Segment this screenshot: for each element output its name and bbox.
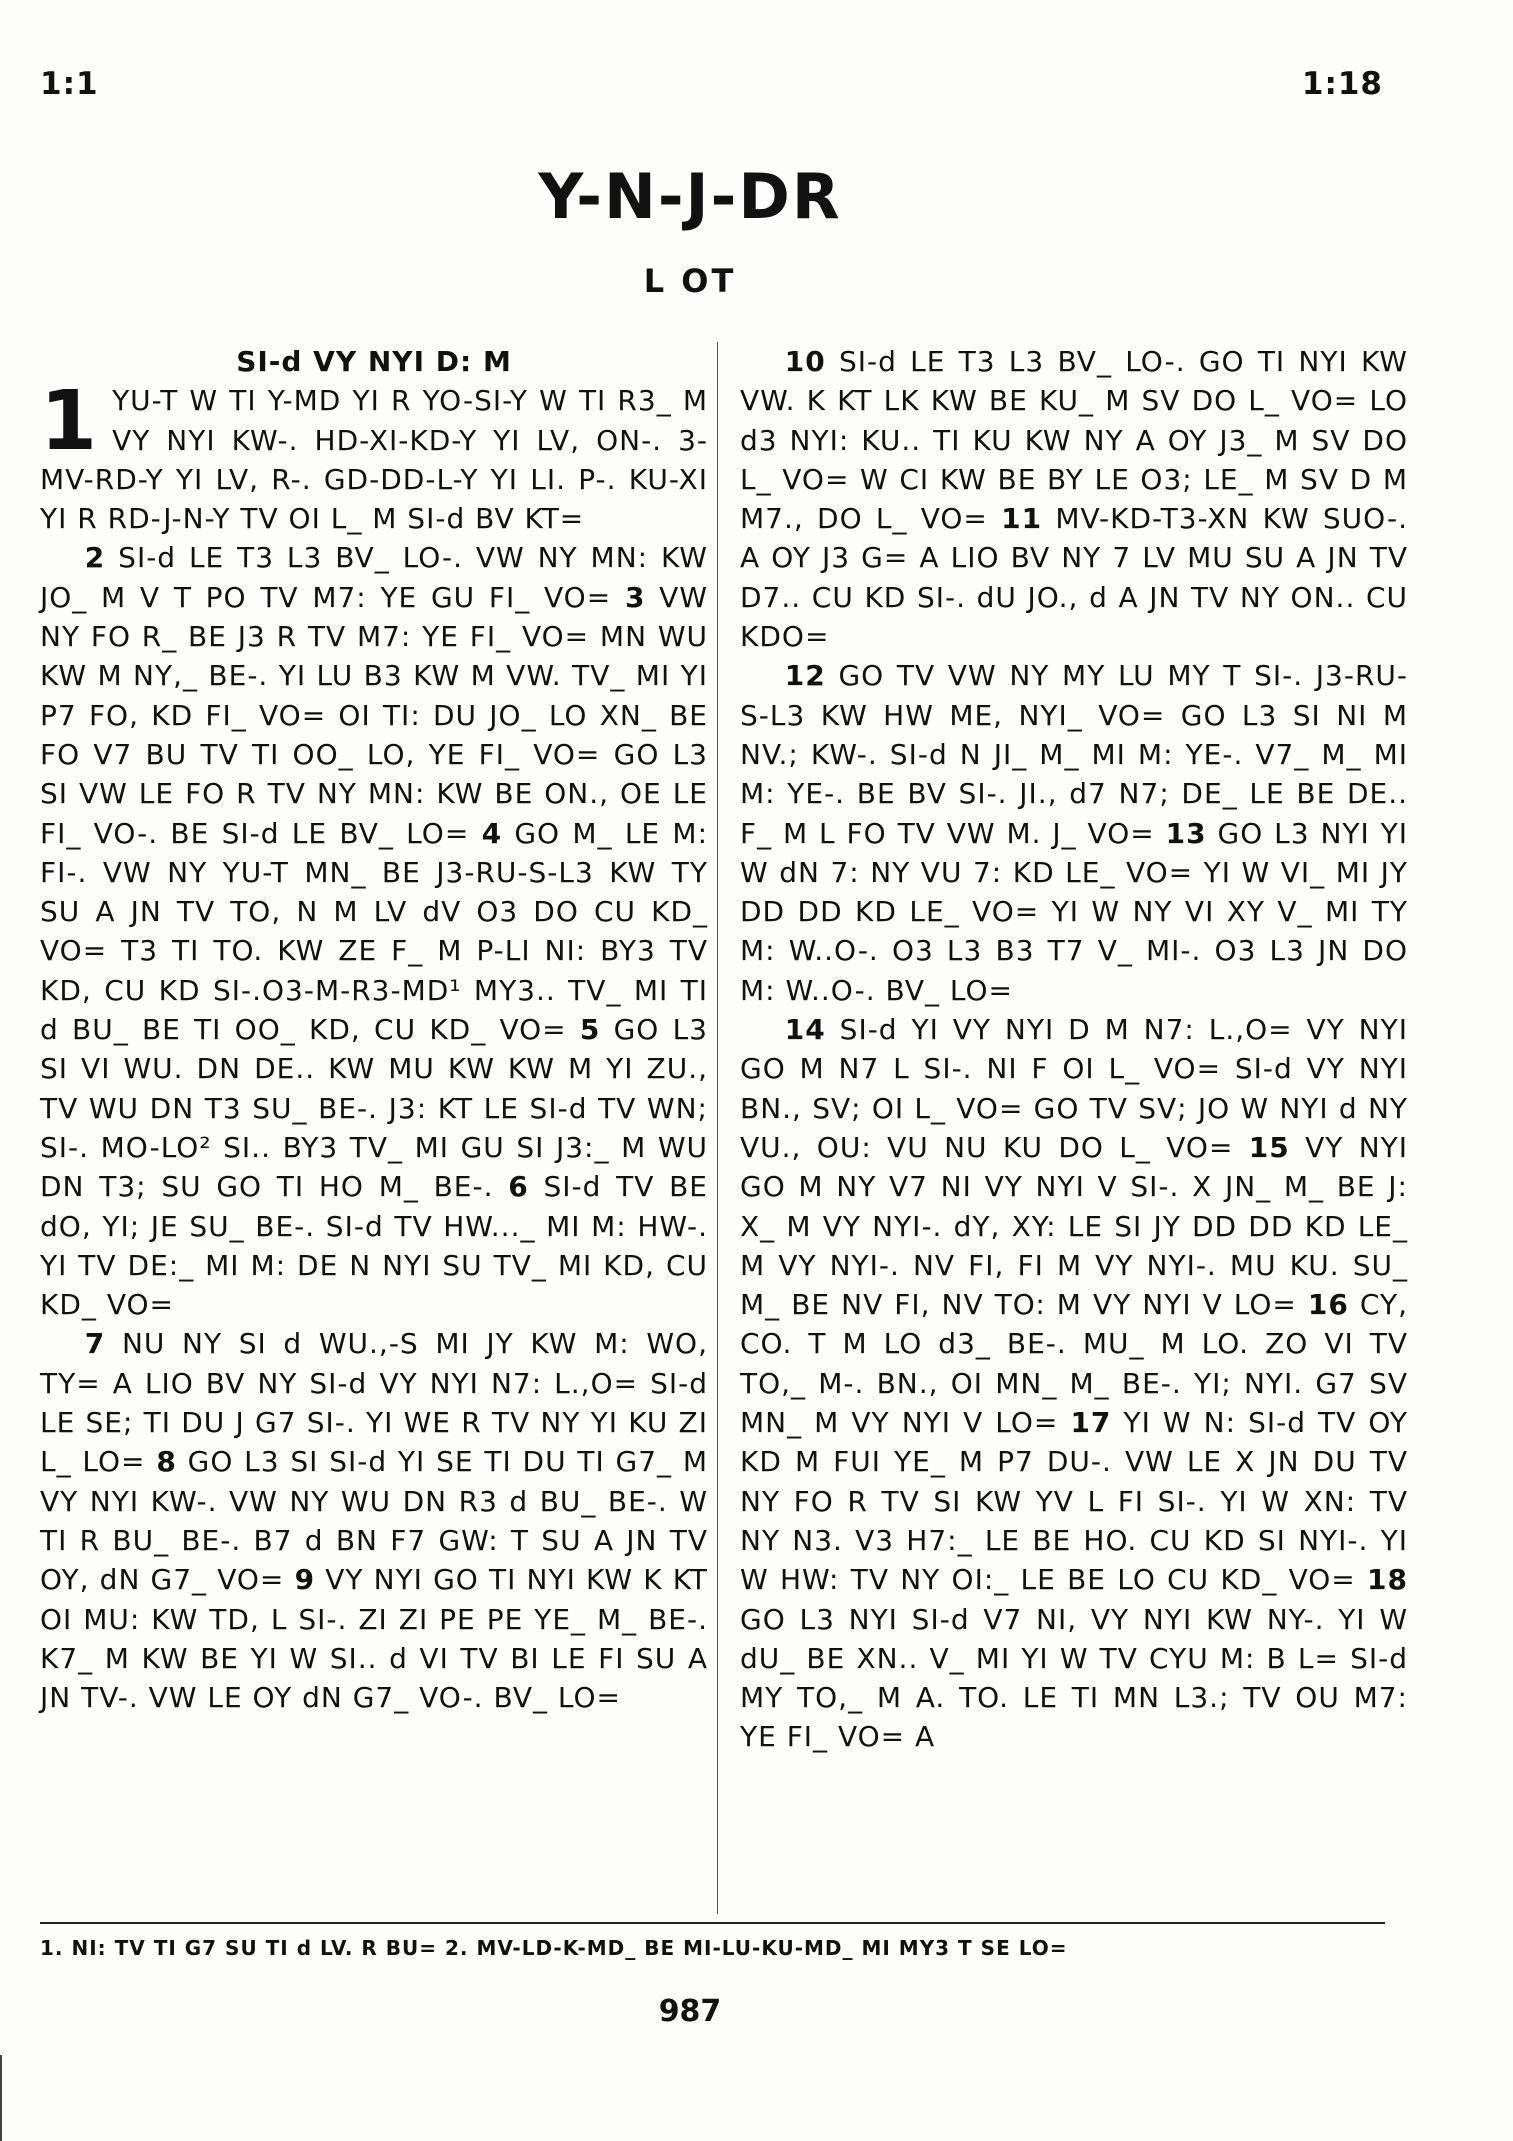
- verse-text: VY NYI GO TI NYI KW K KT OI MU: KW TD, L SI-. ZI ZI PE PE YE_ M_ BE-. K7_ M KW BE YI W SI.. d VI TV BI LE FI SU A JN TV-. VW LE OY dN G7_ VO-. BV_ LO=: [40, 1563, 709, 1715]
- verse-paragraph: [40, 1324, 708, 1717]
- scan-margin-line: [0, 2055, 2, 2141]
- verse-number: 7: [84, 1327, 106, 1361]
- verse-text: YU-T W TI Y-MD YI R YO-SI-Y W TI R3_ M VY NYI KW-. HD-XI-KD-Y YI LV, ON-. 3-MV-RD-Y YI LV, R-. GD-DD-L-Y YI LI. P-. KU-XI YI R RD-J-N-Y TV OI L_ M SI-d BV KT=: [40, 384, 708, 536]
- verse-text: NU NY SI d WU.,-S MI JY KW M: WO, TY= A LIO BV NY SI-d VY NYI N7: L.,O= SI-d LE SE; TI DU J G7 SI-. YI WE R TV NY YI KU ZI L_ LO=: [40, 1327, 708, 1479]
- chapter-ref-start: 1:1: [40, 66, 99, 102]
- verse-paragraph: [40, 374, 708, 538]
- verse-text: SI-d YI VY NYI D M N7: L.,O= VY NYI GO M N7 L SI-. NI F OI L_ VO= SI-d VY NYI BN., SV; OI L_ VO= GO TV SV; JO W NYI d NY VU., OU: VU NU KU DO L_ VO=: [740, 1013, 1408, 1164]
- verse-text: YI W N: SI-d TV OY KD M FUI YE_ M P7 DU-. VW LE X JN DU TV NY FO R TV SI KW YV L FI SI-. YI W XN: TV NY N3. V3 H7:_ LE BE HO. CU KD SI NYI-. YI W HW: TV NY OI:_ LE BE LO CU KD_ VO=: [740, 1406, 1408, 1597]
- verse-text: VY NYI GO M NY V7 NI VY NYI V SI-. X JN_ M_ BE J: X_ M VY NYI-. dY, XY: LE SI JY DD DD KD LE_ M VY NYI-. NV FI, FI M VY NYI-. MU KU. SU_ M_ BE NV FI, NV TO: M VY NYI V LO=: [740, 1130, 1409, 1322]
- chapter-heading: SI-d VY NYI D: M: [236, 345, 512, 378]
- book-title: Y-N-J-DR: [538, 160, 842, 233]
- verse-paragraph: [40, 538, 708, 1324]
- verse-paragraph: [740, 342, 1408, 656]
- verse-paragraph: [740, 1010, 1408, 1757]
- verse-text: GO L3 NYI SI-d V7 NI, VY NYI KW NY-. YI W dU_ BE XN.. V_ MI YI W TV CYU M: B L= SI-d MY TO,_ M A. TO. LE TI MN L3.; TV OU M7: YE FI_ VO= A: [740, 1602, 1408, 1754]
- verse-number: 11: [1001, 502, 1043, 536]
- verse-number: 9: [294, 1563, 316, 1597]
- column-divider: [717, 342, 718, 1914]
- verse-number: 16: [1307, 1288, 1349, 1322]
- verse-number: 8: [156, 1445, 177, 1479]
- verse-number: 12: [784, 659, 826, 693]
- left-column: [40, 342, 708, 1717]
- verse-text: SI-d LE T3 L3 BV_ LO-. GO TI NYI KW VW. K KT LK KW BE KU_ M SV DO L_ VO= LO d3 NYI: KU.. TI KU KW NY A OY J3_ M SV DO L_ VO= W CI KW BE BY LE O3; LE_ M SV D M M7., DO L_ VO=: [740, 345, 1408, 536]
- chapter-label: L OT: [643, 262, 737, 300]
- verse-number: 18: [1367, 1563, 1408, 1597]
- chapter-ref-end: 1:18: [1301, 66, 1383, 102]
- verse-text: SI-d LE T3 L3 BV_ LO-. VW NY MN: KW JO_ M V T PO TV M7: YE GU FI_ VO=: [40, 541, 708, 614]
- verse-number: 6: [508, 1170, 529, 1204]
- verse-text: GO M_ LE M: FI-. VW NY YU-T MN_ BE J3-RU-S-L3 KW TY SU A JN TV TO, N M LV dV O3 DO CU KD_ VO= T3 TI TO. KW ZE F_ M P-LI NI: BY3 TV KD, CU KD SI-.O3-M-R3-MD¹ MY3.. TV_ MI TI d BU_ BE TI OO_ KD, CU KD_ VO=: [40, 816, 709, 1047]
- verse-text: MV-KD-T3-XN KW SUO-. A OY J3 G= A LIO BV NY 7 LV MU SU A JN TV D7.. CU KD SI-. dU JO., d A JN TV NY ON.. CU KDO=: [740, 502, 1408, 654]
- verse-text: SI-d TV BE dO, YI; JE SU_ BE-. SI-d TV HW..._ MI M: HW-. YI TV DE:_ MI M: DE N NYI SU TV_ MI KD, CU KD_ VO=: [40, 1170, 708, 1322]
- verse-number: 15: [1248, 1130, 1290, 1164]
- verse-paragraph: [740, 656, 1408, 1010]
- verse-number: 17: [1070, 1406, 1112, 1440]
- verse-text: CY, CO. T M LO d3_ BE-. MU_ M LO. ZO VI TV TO,_ M-. BN., OI MN_ M_ BE-. YI; NYI. G7 SV MN_ M VY NYI V LO=: [740, 1288, 1408, 1440]
- verse-number: 5: [579, 1013, 601, 1047]
- verse-text: VW NY FO R_ BE J3 R TV M7: YE FI_ VO= MN WU KW M NY,_ BE-. YI LU B3 KW M VW. TV_ MI YI P7 FO, KD FI_ VO= OI TI: DU JO_ LO XN_ BE FO V7 BU TV TI OO_ LO, YE FI_ VO= GO L3 SI VW LE FO R TV NY MN: KW BE ON., OE LE FI_ VO-. BE SI-d LE BV_ LO=: [40, 580, 709, 850]
- verse-text: GO L3 SI VI WU. DN DE.. KW MU KW KW M YI ZU., TV WU DN T3 SU_ BE-. J3: KT LE SI-d TV WN; SI-. MO-LO² SI.. BY3 TV_ MI GU SI J3:_ M WU DN T3; SU GO TI HO M_ BE-.: [40, 1013, 708, 1204]
- page-number: 987: [658, 1994, 722, 2029]
- verse-number: 4: [481, 816, 503, 850]
- verse-number: 3: [624, 580, 646, 614]
- verse-number: 14: [784, 1013, 826, 1047]
- right-column: [740, 342, 1408, 1757]
- footnote-rule: [40, 1922, 1385, 1924]
- verse-text: GO TV VW NY MY LU MY T SI-. J3-RU-S-L3 KW HW ME, NYI_ VO= GO L3 SI NI M NV.; KW-. SI-d N JI_ M_ MI M: YE-. V7_ M_ MI M: YE-. BE BV SI-. JI., d7 N7; DE_ LE BE DE.. F_ M L FO TV VW M. J_ VO=: [740, 659, 1409, 850]
- verse-text: GO L3 SI SI-d YI SE TI DU TI G7_ M VY NYI KW-. VW NY WU DN R3 d BU_ BE-. W TI R BU_ BE-. B7 d BN F7 GW: T SU A JN TV OY, dN G7_ VO=: [40, 1445, 709, 1597]
- footnotes: 1. NI: TV TI G7 SU TI d LV. R BU= 2. MV-LD-K-MD_ BE MI-LU-KU-MD_ MI MY3 T SE LO=: [40, 1936, 1068, 1960]
- verse-text: GO L3 NYI YI W dN 7: NY VU 7: KD LE_ VO= YI W VI_ MI JY DD DD KD LE_ VO= YI W NY VI XY V_ MI TY M: W..O-. O3 L3 B3 T7 V_ MI-. O3 L3 JN DO M: W..O-. BV_ LO=: [740, 816, 1409, 1007]
- verse-number: 13: [1165, 816, 1207, 850]
- verse-number: 2: [84, 541, 106, 575]
- verse-number: 10: [784, 345, 826, 378]
- verse-number: 1: [40, 374, 99, 470]
